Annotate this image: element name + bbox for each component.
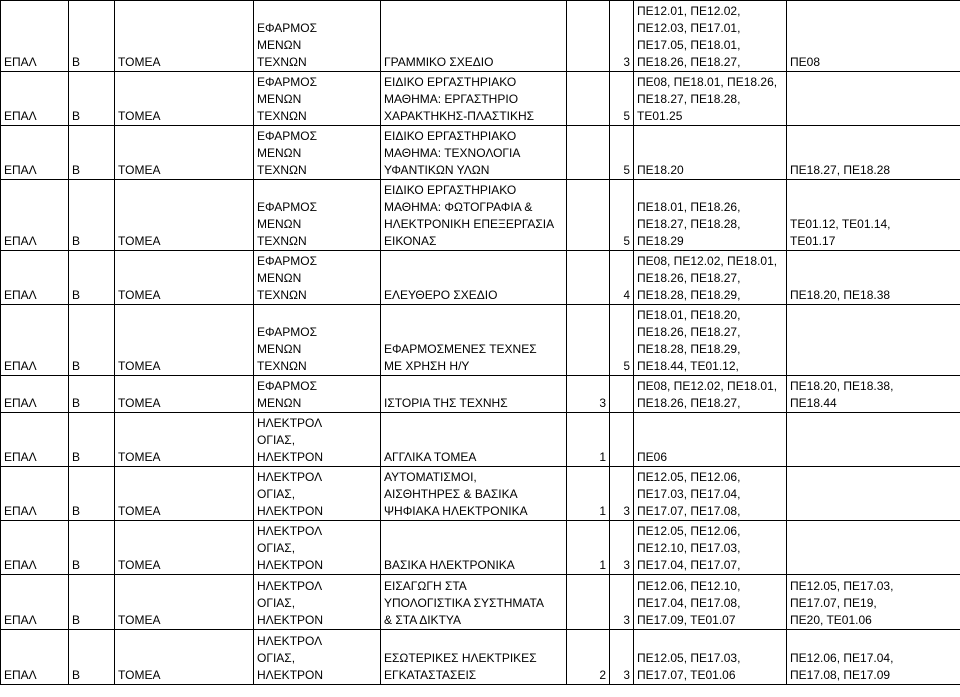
lab-hours-cell: 3: [610, 521, 634, 575]
primary-specialties-cell: ΠΕ18.01, ΠΕ18.20, ΠΕ18.26, ΠΕ18.27, ΠΕ18.28, ΠΕ18.29, ΠΕ18.44, ΤΕ01.12,: [634, 305, 787, 376]
class-cell: Β: [69, 376, 115, 413]
theory-hours-cell: [567, 251, 610, 305]
primary-specialties-cell: ΠΕ08, ΠΕ18.01, ΠΕ18.26, ΠΕ18.27, ΠΕ18.28, ΤΕ01.25: [634, 72, 787, 126]
specialty-cell: ΕΦΑΡΜΟΣ ΜΕΝΩΝ ΤΕΧΝΩΝ: [254, 72, 381, 126]
class-cell: Β: [69, 467, 115, 521]
secondary-specialties-cell: [787, 305, 960, 376]
table-row: [1, 126, 960, 180]
sector-cell: ΤΟΜΕΑ: [115, 180, 254, 251]
class-cell: Β: [69, 305, 115, 376]
theory-hours-cell: [567, 126, 610, 180]
course-cell: ΕΙΣΑΓΩΓΗ ΣΤΑ ΥΠΟΛΟΓΙΣΤΙΚΑ ΣΥΣΤΗΜΑΤΑ & ΣΤΑ ΔΙΚΤΥΑ: [381, 575, 567, 630]
sector-cell: ΤΟΜΕΑ: [115, 521, 254, 575]
sector-cell: ΤΟΜΕΑ: [115, 126, 254, 180]
table-row: [1, 413, 960, 467]
specialty-cell: ΕΦΑΡΜΟΣ ΜΕΝΩΝ: [254, 376, 381, 413]
course-cell: ΕΙΔΙΚΟ ΕΡΓΑΣΤΗΡΙΑΚΟ ΜΑΘΗΜΑ: ΕΡΓΑΣΤΗΡΙΟ ΧΑΡΑΚΤΗΚΗΣ-ΠΛΑΣΤΙΚΗΣ: [381, 72, 567, 126]
school-type-cell: ΕΠΑΛ: [1, 413, 69, 467]
course-cell: ΙΣΤΟΡΙΑ ΤΗΣ ΤΕΧΝΗΣ: [381, 376, 567, 413]
table-row: [1, 376, 960, 413]
table-row: [1, 1, 960, 72]
school-type-cell: ΕΠΑΛ: [1, 575, 69, 630]
table-row: [1, 521, 960, 575]
secondary-specialties-cell: [787, 72, 960, 126]
primary-specialties-cell: ΠΕ06: [634, 413, 787, 467]
theory-hours-cell: [567, 72, 610, 126]
theory-hours-cell: [567, 1, 610, 72]
course-cell: ΕΙΔΙΚΟ ΕΡΓΑΣΤΗΡΙΑΚΟ ΜΑΘΗΜΑ: ΤΕΧΝΟΛΟΓΙΑ ΥΦΑΝΤΙΚΩΝ ΥΛΩΝ: [381, 126, 567, 180]
specialty-cell: ΗΛΕΚΤΡΟΛ ΟΓΙΑΣ, ΗΛΕΚΤΡΟΝ: [254, 630, 381, 685]
class-cell: Β: [69, 630, 115, 685]
course-cell: ΕΛΕΥΘΕΡΟ ΣΧΕΔΙΟ: [381, 251, 567, 305]
sector-cell: ΤΟΜΕΑ: [115, 251, 254, 305]
lab-hours-cell: [610, 376, 634, 413]
course-cell: ΕΣΩΤΕΡΙΚΕΣ ΗΛΕΚΤΡΙΚΕΣ ΕΓΚΑΤΑΣΤΑΣΕΙΣ: [381, 630, 567, 685]
specialty-cell: ΗΛΕΚΤΡΟΛ ΟΓΙΑΣ, ΗΛΕΚΤΡΟΝ: [254, 413, 381, 467]
primary-specialties-cell: ΠΕ12.05, ΠΕ12.06, ΠΕ12.10, ΠΕ17.03, ΠΕ17.04, ΠΕ17.07,: [634, 521, 787, 575]
theory-hours-cell: 3: [567, 376, 610, 413]
class-cell: Β: [69, 521, 115, 575]
specialty-cell: ΕΦΑΡΜΟΣ ΜΕΝΩΝ ΤΕΧΝΩΝ: [254, 1, 381, 72]
theory-hours-cell: [567, 180, 610, 251]
class-cell: Β: [69, 72, 115, 126]
secondary-specialties-cell: [787, 521, 960, 575]
sector-cell: ΤΟΜΕΑ: [115, 1, 254, 72]
class-cell: Β: [69, 126, 115, 180]
lab-hours-cell: 5: [610, 72, 634, 126]
class-cell: Β: [69, 1, 115, 72]
lab-hours-cell: 3: [610, 1, 634, 72]
school-type-cell: ΕΠΑΛ: [1, 126, 69, 180]
secondary-specialties-cell: [787, 467, 960, 521]
course-cell: ΕΙΔΙΚΟ ΕΡΓΑΣΤΗΡΙΑΚΟ ΜΑΘΗΜΑ: ΦΩΤΟΓΡΑΦΙΑ & ΗΛΕΚΤΡΟΝΙΚΗ ΕΠΕΞΕΡΓΑΣΙΑ ΕΙΚΟΝΑΣ: [381, 180, 567, 251]
primary-specialties-cell: ΠΕ08, ΠΕ12.02, ΠΕ18.01, ΠΕ18.26, ΠΕ18.27, ΠΕ18.28, ΠΕ18.29,: [634, 251, 787, 305]
course-cell: ΒΑΣΙΚΑ ΗΛΕΚΤΡΟΝΙΚΑ: [381, 521, 567, 575]
theory-hours-cell: 2: [567, 630, 610, 685]
theory-hours-cell: [567, 305, 610, 376]
theory-hours-cell: 1: [567, 413, 610, 467]
specialty-cell: ΗΛΕΚΤΡΟΛ ΟΓΙΑΣ, ΗΛΕΚΤΡΟΝ: [254, 521, 381, 575]
secondary-specialties-cell: ΠΕ18.20, ΠΕ18.38, ΠΕ18.44: [787, 376, 960, 413]
class-cell: Β: [69, 413, 115, 467]
lab-hours-cell: 3: [610, 575, 634, 630]
table-row: [1, 467, 960, 521]
lab-hours-cell: 5: [610, 180, 634, 251]
table-row: [1, 575, 960, 630]
secondary-specialties-cell: [787, 413, 960, 467]
lab-hours-cell: 5: [610, 126, 634, 180]
lab-hours-cell: 3: [610, 630, 634, 685]
sector-cell: ΤΟΜΕΑ: [115, 413, 254, 467]
lab-hours-cell: [610, 413, 634, 467]
specialty-cell: ΕΦΑΡΜΟΣ ΜΕΝΩΝ ΤΕΧΝΩΝ: [254, 180, 381, 251]
school-type-cell: ΕΠΑΛ: [1, 72, 69, 126]
school-type-cell: ΕΠΑΛ: [1, 521, 69, 575]
theory-hours-cell: 1: [567, 521, 610, 575]
school-type-cell: ΕΠΑΛ: [1, 1, 69, 72]
class-cell: Β: [69, 180, 115, 251]
sector-cell: ΤΟΜΕΑ: [115, 72, 254, 126]
lab-hours-cell: 3: [610, 467, 634, 521]
theory-hours-cell: 1: [567, 467, 610, 521]
table-row: [1, 305, 960, 376]
specialty-cell: ΕΦΑΡΜΟΣ ΜΕΝΩΝ ΤΕΧΝΩΝ: [254, 251, 381, 305]
theory-hours-cell: [567, 575, 610, 630]
primary-specialties-cell: ΠΕ12.01, ΠΕ12.02, ΠΕ12.03, ΠΕ17.01, ΠΕ17.05, ΠΕ18.01, ΠΕ18.26, ΠΕ18.27,: [634, 1, 787, 72]
table-row: [1, 630, 960, 685]
secondary-specialties-cell: ΠΕ08: [787, 1, 960, 72]
specialty-cell: ΕΦΑΡΜΟΣ ΜΕΝΩΝ ΤΕΧΝΩΝ: [254, 126, 381, 180]
lab-hours-cell: 5: [610, 305, 634, 376]
primary-specialties-cell: ΠΕ18.01, ΠΕ18.26, ΠΕ18.27, ΠΕ18.28, ΠΕ18.29: [634, 180, 787, 251]
primary-specialties-cell: ΠΕ12.06, ΠΕ12.10, ΠΕ17.04, ΠΕ17.08, ΠΕ17.09, ΤΕ01.07: [634, 575, 787, 630]
school-type-cell: ΕΠΑΛ: [1, 376, 69, 413]
course-cell: ΕΦΑΡΜΟΣΜΕΝΕΣ ΤΕΧΝΕΣ ΜΕ ΧΡΗΣΗ Η/Υ: [381, 305, 567, 376]
primary-specialties-cell: ΠΕ12.05, ΠΕ12.06, ΠΕ17.03, ΠΕ17.04, ΠΕ17.07, ΠΕ17.08,: [634, 467, 787, 521]
lab-hours-cell: 4: [610, 251, 634, 305]
sector-cell: ΤΟΜΕΑ: [115, 467, 254, 521]
primary-specialties-cell: ΠΕ12.05, ΠΕ17.03, ΠΕ17.07, ΤΕ01.06: [634, 630, 787, 685]
secondary-specialties-cell: ΠΕ18.27, ΠΕ18.28: [787, 126, 960, 180]
table-row: [1, 251, 960, 305]
school-type-cell: ΕΠΑΛ: [1, 251, 69, 305]
school-type-cell: ΕΠΑΛ: [1, 180, 69, 251]
specialty-cell: ΗΛΕΚΤΡΟΛ ΟΓΙΑΣ, ΗΛΕΚΤΡΟΝ: [254, 467, 381, 521]
table-row: [1, 180, 960, 251]
secondary-specialties-cell: ΤΕ01.12, ΤΕ01.14, ΤΕ01.17: [787, 180, 960, 251]
secondary-specialties-cell: ΠΕ18.20, ΠΕ18.38: [787, 251, 960, 305]
sector-cell: ΤΟΜΕΑ: [115, 630, 254, 685]
school-type-cell: ΕΠΑΛ: [1, 467, 69, 521]
course-cell: ΓΡΑΜΜΙΚΟ ΣΧΕΔΙΟ: [381, 1, 567, 72]
course-cell: ΑΥΤΟΜΑΤΙΣΜΟΙ, ΑΙΣΘΗΤΗΡΕΣ & ΒΑΣΙΚΑ ΨΗΦΙΑΚΑ ΗΛΕΚΤΡΟΝΙΚΑ: [381, 467, 567, 521]
primary-specialties-cell: ΠΕ18.20: [634, 126, 787, 180]
secondary-specialties-cell: ΠΕ12.06, ΠΕ17.04, ΠΕ17.08, ΠΕ17.09: [787, 630, 960, 685]
specialty-cell: ΕΦΑΡΜΟΣ ΜΕΝΩΝ ΤΕΧΝΩΝ: [254, 305, 381, 376]
primary-specialties-cell: ΠΕ08, ΠΕ12.02, ΠΕ18.01, ΠΕ18.26, ΠΕ18.27,: [634, 376, 787, 413]
school-type-cell: ΕΠΑΛ: [1, 630, 69, 685]
class-cell: Β: [69, 575, 115, 630]
specialty-cell: ΗΛΕΚΤΡΟΛ ΟΓΙΑΣ, ΗΛΕΚΤΡΟΝ: [254, 575, 381, 630]
school-type-cell: ΕΠΑΛ: [1, 305, 69, 376]
course-cell: ΑΓΓΛΙΚΑ ΤΟΜΕΑ: [381, 413, 567, 467]
sector-cell: ΤΟΜΕΑ: [115, 376, 254, 413]
table-row: [1, 72, 960, 126]
secondary-specialties-cell: ΠΕ12.05, ΠΕ17.03, ΠΕ17.07, ΠΕ19, ΠΕ20, ΤΕ01.06: [787, 575, 960, 630]
sector-cell: ΤΟΜΕΑ: [115, 305, 254, 376]
class-cell: Β: [69, 251, 115, 305]
sector-cell: ΤΟΜΕΑ: [115, 575, 254, 630]
